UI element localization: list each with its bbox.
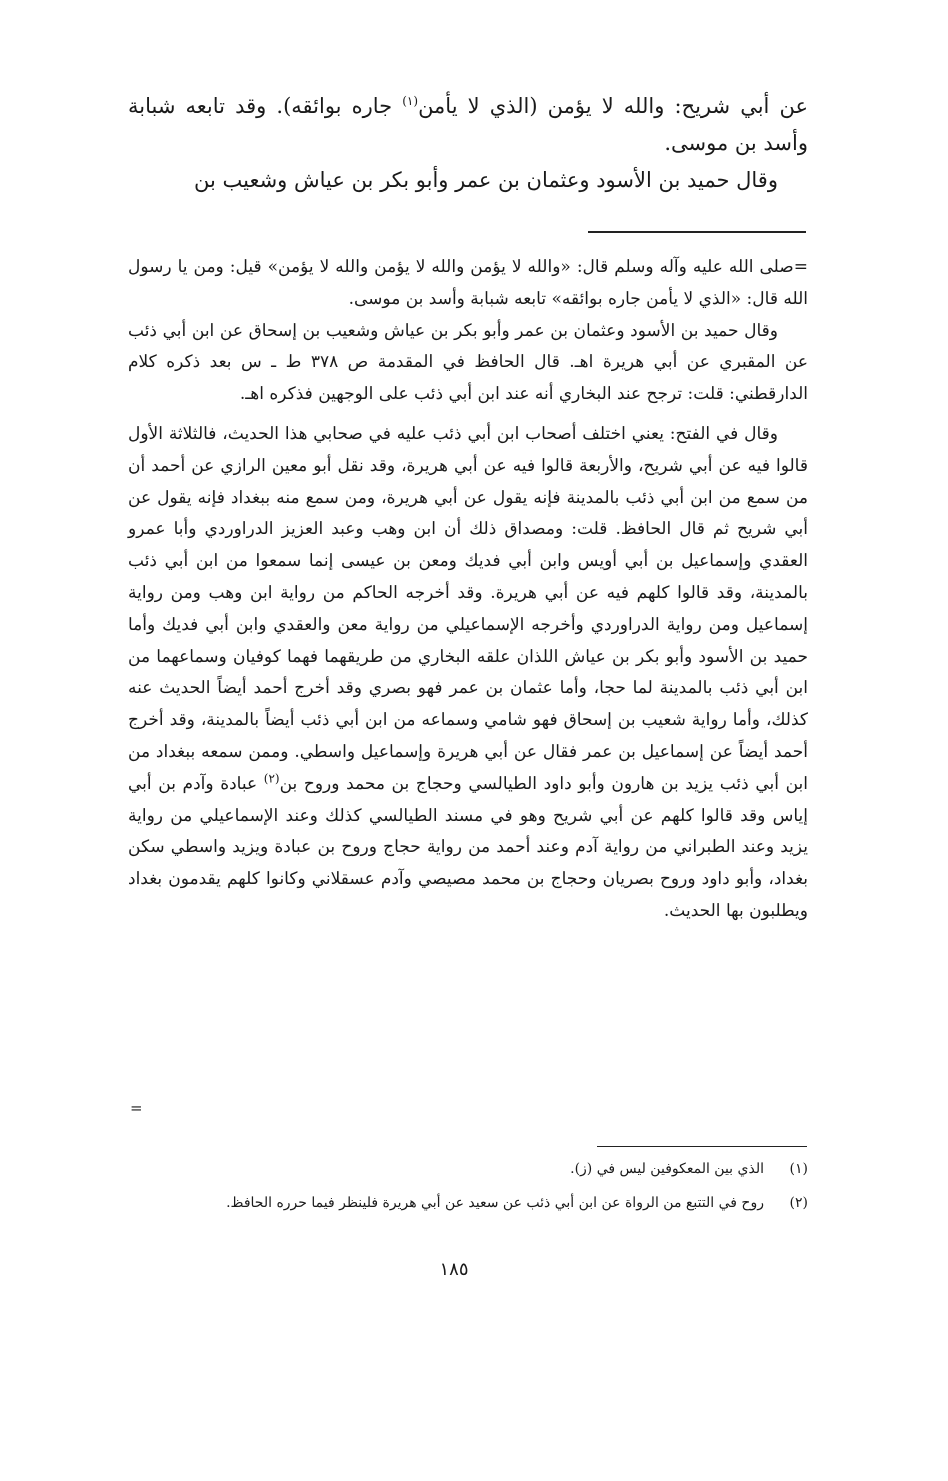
- commentary-block: [128, 252, 808, 928]
- separator-rule-footnotes: [597, 1146, 807, 1147]
- commentary-p3-text-a: وقال في الفتح: يعني اختلف أصحاب ابن أبي ذئب عليه في صحابي هذا الحديث، فالثلاثة الأول قالوا فيه عن أبي شريح، والأربعة قالوا فيه عن أبي هريرة، وقد نقل أبو معين الرازي عن أحمد أن من سمع من ابن أبي ذئب بالمدينة فإنه يقول عن أبي هريرة، ومن سمع منه ببغداد فإنه يقول عن أبي شريح ثم قال الحافظ. قلت: ومصداق ذلك أن ابن وهب وعبد العزيز الدراوردي وأبا عمرو العقدي وإسماعيل بن أبي أويس وابن أبي فديك ومعن بن عيسى إنما سمعوا من ابن أبي ذئب بالمدينة، وقد قالوا كلهم فيه عن أبي هريرة. وقد أخرجه الحاكم من رواية ابن وهب ومن رواية إسماعيل ومن رواية الدراوردي وأخرجه الإسماعيلي من رواية معن والعقدي وابن أبي فديك وأما حميد بن الأسود وأبو بكر بن عياش اللذان علقه البخاري من طريقهما فهما كوفيان وسماعهما من ابن أبي ذئب بالمدينة لما حجا، وأما عثمان بن عمر فهو بصري وقد أخرج أحمد أيضاً الحديث عنه كذلك، وأما رواية شعيب بن إسحاق فهو شامي وسماعه من ابن أبي ذئب أيضاً بالمدينة، وقد أخرج أحمد أيضاً عن إسماعيل بن عمر فقال عن أبي هريرة وإسماعيل واسطي. وممن سمعه ببغداد من ابن أبي ذئب يزيد بن هارون وأبو داود الطيالسي وحجاج بن محمد وروح بن: [128, 423, 808, 794]
- footnotes: [128, 1152, 808, 1220]
- footnote-text: الذي بين المعكوفين ليس في (ز).: [570, 1161, 764, 1177]
- footnote-1: [128, 1152, 808, 1186]
- commentary-paragraph-2: وقال حميد بن الأسود وعثمان بن عمر وأبو بكر بن عياش وشعيب بن إسحاق عن ابن أبي ذئب عن المقبري عن أبي هريرة اهـ. قال الحافظ في المقدمة ص ٣٧٨ ط ـ س بعد ذكره كلام الدارقطني: قلت: ترجح عند البخاري أنه عند ابن أبي ذئب على الوجهين فذكره اهـ.: [128, 320, 808, 405]
- commentary-paragraph-3: [128, 419, 808, 928]
- main-p1-text-a: عن أبي شريح: والله لا يؤمن (الذي لا يأمن: [418, 94, 808, 118]
- main-text: [128, 88, 808, 199]
- main-p1-text-b: جاره بوائقه). وقد تابعه شبابة وأسد بن موسى.: [128, 94, 808, 155]
- page-number: ١٨٥: [439, 1259, 469, 1280]
- separator-rule-top: [588, 231, 806, 233]
- footnote-ref-1: (١): [402, 94, 419, 108]
- commentary-p3-text-b: عبادة وآدم بن أبي إياس وقد قالوا كلهم عن أبي شريح وهو في مسند الطيالسي كذلك وعند الإسماعيلي من رواية يزيد وعند الطبراني من رواية آدم وعند أحمد من رواية حجاج وروح بن عبادة ويزيد واسطي سكن بغداد، وأبو داود وروح بصريان وحجاج بن محمد مصيصي وآدم عسقلاني وكانوا كلهم يقدمون بغداد ويطلبون بها الحديث.: [128, 773, 808, 921]
- commentary-paragraph-1: =صلى الله عليه وآله وسلم قال: «والله لا يؤمن والله لا يؤمن والله لا يؤمن» قيل: ومن يا رسول الله قال: «الذي لا يأمن جاره بوائقه» تابعه شبابة وأسد بن موسى.: [128, 257, 808, 309]
- continuation-mark: =: [130, 1099, 143, 1117]
- main-paragraph-1: [128, 88, 808, 162]
- footnote-2: [128, 1186, 808, 1220]
- footnote-number: (٢): [789, 1195, 808, 1211]
- footnote-number: (١): [789, 1161, 808, 1177]
- footnote-ref-2: (٢): [263, 771, 280, 786]
- main-paragraph-2: وقال حميد بن الأسود وعثمان بن عمر وأبو بكر بن عياش وشعيب بن: [193, 168, 778, 192]
- footnote-text: روح في التتبع من الرواة عن ابن أبي ذئب عن سعيد عن أبي هريرة فلينظر فيما حرره الحافظ.: [226, 1195, 764, 1211]
